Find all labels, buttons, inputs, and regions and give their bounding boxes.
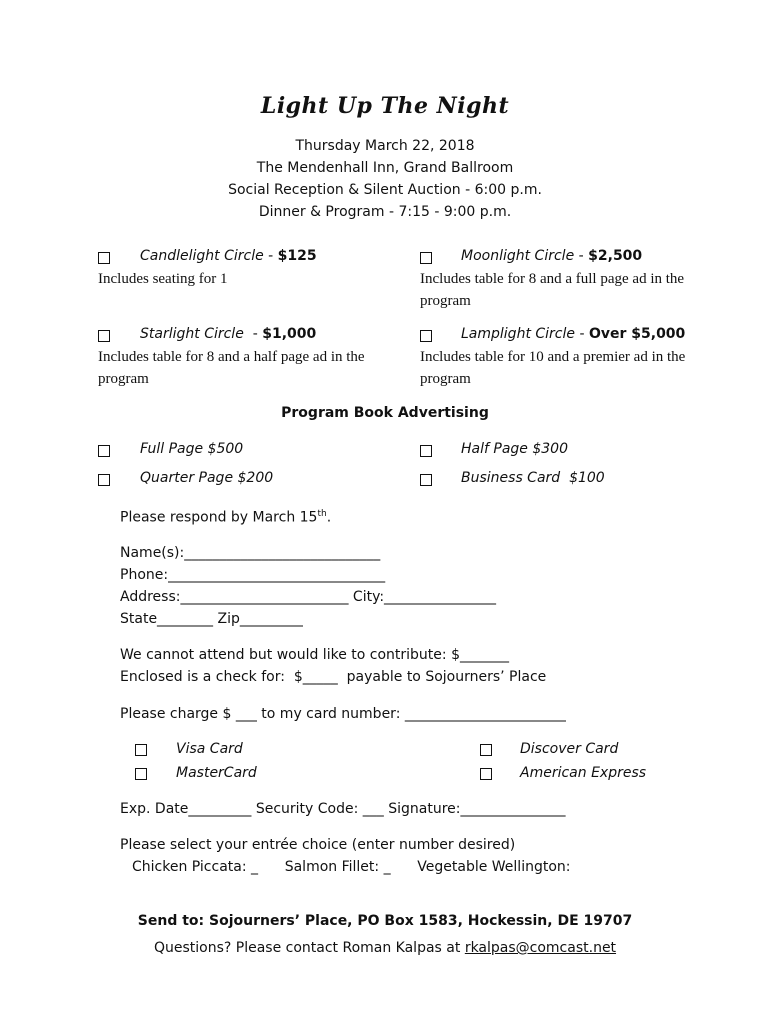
ad-quarter-page: Quarter Page $200 — [140, 470, 274, 486]
checkbox-candlelight[interactable] — [98, 252, 110, 264]
ad-half-page: Half Page $300 — [461, 441, 568, 457]
ad-business-card: Business Card $100 — [461, 470, 605, 486]
contribute-field[interactable]: We cannot attend but would like to contribute: $_______ — [120, 647, 509, 663]
level-starlight-desc: Includes table for 8 and a half page ad in the program — [98, 349, 365, 387]
checkbox-quarter-page[interactable] — [98, 474, 110, 486]
advertising-heading: Program Book Advertising — [281, 405, 489, 421]
questions: Questions? Please contact Roman Kalpas at rkalpas@comcast.net — [153, 940, 617, 956]
entree-prompt: Please select your entrée choice (enter number desired) — [120, 837, 516, 853]
checkbox-discover[interactable] — [480, 744, 492, 756]
phone-field[interactable]: Phone:_______________________________ — [120, 567, 386, 583]
level-starlight: Starlight Circle - $1,000 — [140, 326, 317, 342]
address-city-field[interactable]: Address:________________________ City:________________ — [120, 589, 497, 605]
event-date: Thursday March 22, 2018 — [295, 138, 475, 154]
checkbox-visa[interactable] — [135, 744, 147, 756]
card-visa: Visa Card — [176, 741, 243, 757]
checkbox-lamplight[interactable] — [420, 330, 432, 342]
level-candlelight-desc: Includes seating for 1 — [98, 271, 228, 287]
exp-security-signature-field[interactable]: Exp. Date_________ Security Code: ___ Signature:_______________ — [120, 801, 566, 817]
email-link[interactable]: rkalpas@comcast.net — [464, 940, 617, 956]
level-moonlight: Moonlight Circle - $2,500 — [461, 248, 643, 264]
level-lamplight: Lamplight Circle - Over $5,000 — [461, 326, 686, 342]
check-field[interactable]: Enclosed is a check for: $_____ payable to Sojourners’ Place — [120, 669, 547, 685]
checkbox-amex[interactable] — [480, 768, 492, 780]
checkbox-moonlight[interactable] — [420, 252, 432, 264]
level-candlelight: Candlelight Circle - $125 — [140, 248, 317, 264]
state-zip-field[interactable]: State________ Zip_________ — [120, 611, 303, 627]
card-mastercard: MasterCard — [176, 765, 257, 781]
checkbox-business-card[interactable] — [420, 474, 432, 486]
event-dinner: Dinner & Program - 7:15 - 9:00 p.m. — [258, 204, 512, 220]
checkbox-mastercard[interactable] — [135, 768, 147, 780]
level-lamplight-desc: Includes table for 10 and a premier ad in the program — [420, 349, 686, 387]
checkbox-starlight[interactable] — [98, 330, 110, 342]
event-reception: Social Reception & Silent Auction - 6:00 p.m. — [228, 182, 542, 198]
card-amex: American Express — [520, 765, 647, 781]
names-field[interactable]: Name(s):____________________________ — [120, 545, 381, 561]
checkbox-half-page[interactable] — [420, 445, 432, 457]
charge-field[interactable]: Please charge $ ___ to my card number: _______________________ — [120, 706, 566, 722]
event-venue: The Mendenhall Inn, Grand Ballroom — [256, 160, 514, 176]
event-title: Light Up The Night — [260, 93, 510, 119]
card-discover: Discover Card — [520, 741, 619, 757]
entree-choices[interactable]: Chicken Piccata: _ Salmon Fillet: _ Vegetable Wellington: — [132, 859, 571, 875]
checkbox-full-page[interactable] — [98, 445, 110, 457]
respond-by: Please respond by March 15th. — [120, 509, 332, 526]
send-to: Send to: Sojourners’ Place, PO Box 1583, Hockessin, DE 19707 — [137, 913, 633, 929]
ad-full-page: Full Page $500 — [140, 441, 244, 457]
level-moonlight-desc: Includes table for 8 and a full page ad in the program — [420, 271, 685, 309]
